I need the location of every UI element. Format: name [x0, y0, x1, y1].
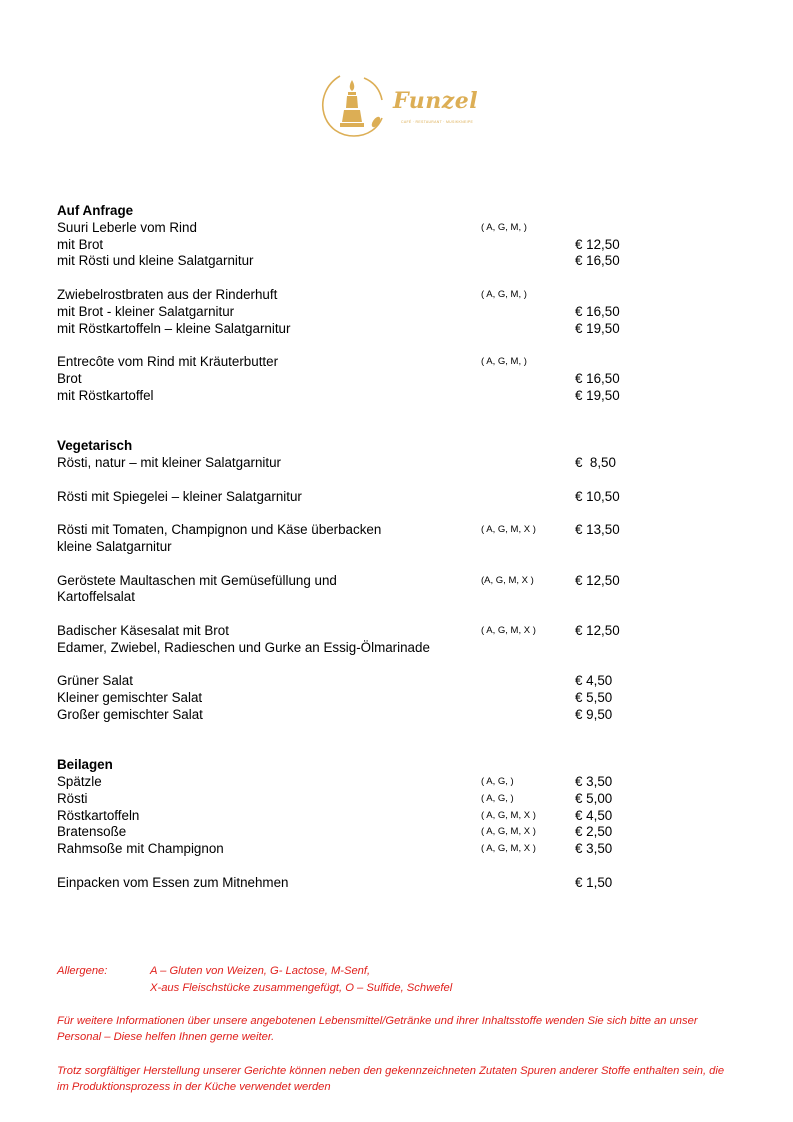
section-heading: Auf Anfrage [57, 203, 134, 218]
item-name: mit Rösti und kleine Salatgarnitur [57, 253, 254, 269]
menu-item [57, 354, 757, 371]
item-name: Geröstete Maultaschen mit Gemüsefüllung und [57, 572, 337, 588]
item-name: mit Brot - kleiner Salatgarnitur [57, 303, 235, 319]
item-name: Zwiebelrostbraten aus der Rinderhuft [57, 286, 278, 302]
menu-item [57, 388, 757, 405]
item-name: Kartoffelsalat [57, 589, 135, 605]
menu-item [57, 287, 757, 304]
allergen-notes [57, 963, 737, 1096]
item-price: € 19,50 [575, 387, 620, 403]
item-allergens: ( A, G, M, X ) [481, 524, 536, 536]
item-spacer [57, 270, 757, 287]
item-price: € 3,50 [575, 841, 613, 857]
item-name: Spätzle [57, 774, 102, 790]
menu-item [57, 875, 757, 892]
item-allergens: ( A, G, M, X ) [481, 624, 536, 636]
menu-item [57, 589, 757, 606]
item-name: Brot [57, 370, 82, 386]
menu-item [57, 321, 757, 338]
item-allergens: ( A, G, M, X ) [481, 826, 536, 838]
item-name: Großer gemischter Salat [57, 706, 203, 722]
item-name: Bratensoße [57, 824, 127, 840]
item-allergens: ( A, G, ) [481, 776, 514, 788]
menu-item [57, 237, 757, 254]
item-name: Edamer, Zwiebel, Radieschen und Gurke an Essig-Ölmarinade [57, 639, 430, 655]
item-name: mit Brot [57, 236, 104, 252]
allergen-line: X-aus Fleischstücke zusammengefügt, O – Sulfide, Schwefel [150, 981, 453, 994]
item-price: € 5,00 [575, 790, 613, 806]
item-spacer [57, 505, 757, 522]
menu-item [57, 640, 757, 657]
menu-item [57, 623, 757, 640]
item-price: € 12,50 [575, 236, 620, 252]
item-allergens: ( A, G, M, X ) [481, 809, 536, 821]
item-price: € 13,50 [575, 522, 620, 538]
item-price: € 3,50 [575, 774, 613, 790]
menu-list [57, 203, 757, 892]
item-name: Entrecôte vom Rind mit Kräuterbutter [57, 354, 279, 370]
item-name: Badischer Käsesalat mit Brot [57, 622, 229, 638]
item-price: € 19,50 [575, 320, 620, 336]
item-price: € 10,50 [575, 488, 620, 504]
menu-item [57, 455, 757, 472]
allergen-line: A – Gluten von Weizen, G- Lactose, M-Senf, [150, 965, 371, 977]
logo [318, 70, 478, 142]
section-spacer [57, 405, 757, 439]
menu-item [57, 220, 757, 237]
menu-item [57, 791, 757, 808]
item-name: Rösti [57, 790, 88, 806]
item-price: € 9,50 [575, 706, 613, 722]
menu-item [57, 489, 757, 506]
item-price: € 16,50 [575, 253, 620, 269]
logo-subtitle: CAFÉ · RESTAURANT · MUSIKKNEIPE [401, 120, 474, 124]
item-spacer [57, 337, 757, 354]
item-name: Rösti mit Tomaten, Champignon und Käse überbacken [57, 522, 382, 538]
info-note: Für weitere Informationen über unsere angebotenen Lebensmittel/Getränke und ihrer Inhaltsstoffe wenden Sie sich bitte an unser Personal – Diese helfen Ihnen gerne weiter. [57, 1014, 698, 1044]
item-name: mit Röstkartoffeln – kleine Salatgarnitur [57, 320, 291, 336]
item-allergens: ( A, G, M, ) [481, 288, 527, 300]
item-price: € 2,50 [575, 824, 613, 840]
item-spacer [57, 657, 757, 674]
item-price: € 16,50 [575, 370, 620, 386]
item-spacer [57, 606, 757, 623]
item-name: Röstkartoffeln [57, 807, 140, 823]
item-name: Einpacken vom Essen zum Mitnehmen [57, 874, 289, 890]
lamp-icon [318, 70, 396, 142]
item-price: € 5,50 [575, 690, 613, 706]
menu-item [57, 824, 757, 841]
section-heading: Beilagen [57, 757, 113, 773]
logo-text: Funzel [393, 88, 479, 114]
menu-item [57, 673, 757, 690]
menu-item [57, 573, 757, 590]
item-allergens: ( A, G, M, ) [481, 356, 527, 368]
menu-item [57, 371, 757, 388]
item-name: Rösti, natur – mit kleiner Salatgarnitur [57, 454, 282, 470]
item-price: € 1,50 [575, 874, 613, 890]
item-spacer [57, 556, 757, 573]
item-name: Suuri Leberle vom Rind [57, 219, 197, 235]
section-heading: Vegetarisch [57, 438, 133, 454]
allergen-label: Allergene: [57, 965, 108, 977]
item-name: Rösti mit Spiegelei – kleiner Salatgarnitur [57, 488, 302, 504]
trace-note: Trotz sorgfältiger Herstellung unserer Gerichte können neben den gekennzeichneten Zutaten Spuren anderer Stoffe enthalten sein, die im Produktionsprozess in der Küche verwendet werden [57, 1064, 725, 1094]
item-name: Grüner Salat [57, 673, 133, 689]
item-price: € 4,50 [575, 673, 613, 689]
section-spacer [57, 724, 757, 758]
item-spacer [57, 858, 757, 875]
menu-item [57, 522, 757, 539]
item-price: € 8,50 [575, 454, 616, 470]
menu-item [57, 841, 757, 858]
item-name: mit Röstkartoffel [57, 387, 154, 403]
menu-item [57, 690, 757, 707]
menu-item [57, 539, 757, 556]
item-allergens: ( A, G, M, X ) [481, 843, 536, 855]
menu-item [57, 707, 757, 724]
item-name: Rahmsoße mit Champignon [57, 841, 224, 857]
menu-item [57, 253, 757, 270]
menu-item [57, 304, 757, 321]
item-allergens: (A, G, M, X ) [481, 574, 534, 586]
item-price: € 16,50 [575, 303, 620, 319]
item-price: € 4,50 [575, 807, 613, 823]
item-spacer [57, 472, 757, 489]
item-name: Kleiner gemischter Salat [57, 690, 203, 706]
item-allergens: ( A, G, ) [481, 792, 514, 804]
item-price: € 12,50 [575, 622, 620, 638]
menu-item [57, 774, 757, 791]
item-name: kleine Salatgarnitur [57, 538, 172, 554]
menu-item [57, 808, 757, 825]
item-price: € 12,50 [575, 572, 620, 588]
item-allergens: ( A, G, M, ) [481, 221, 527, 233]
